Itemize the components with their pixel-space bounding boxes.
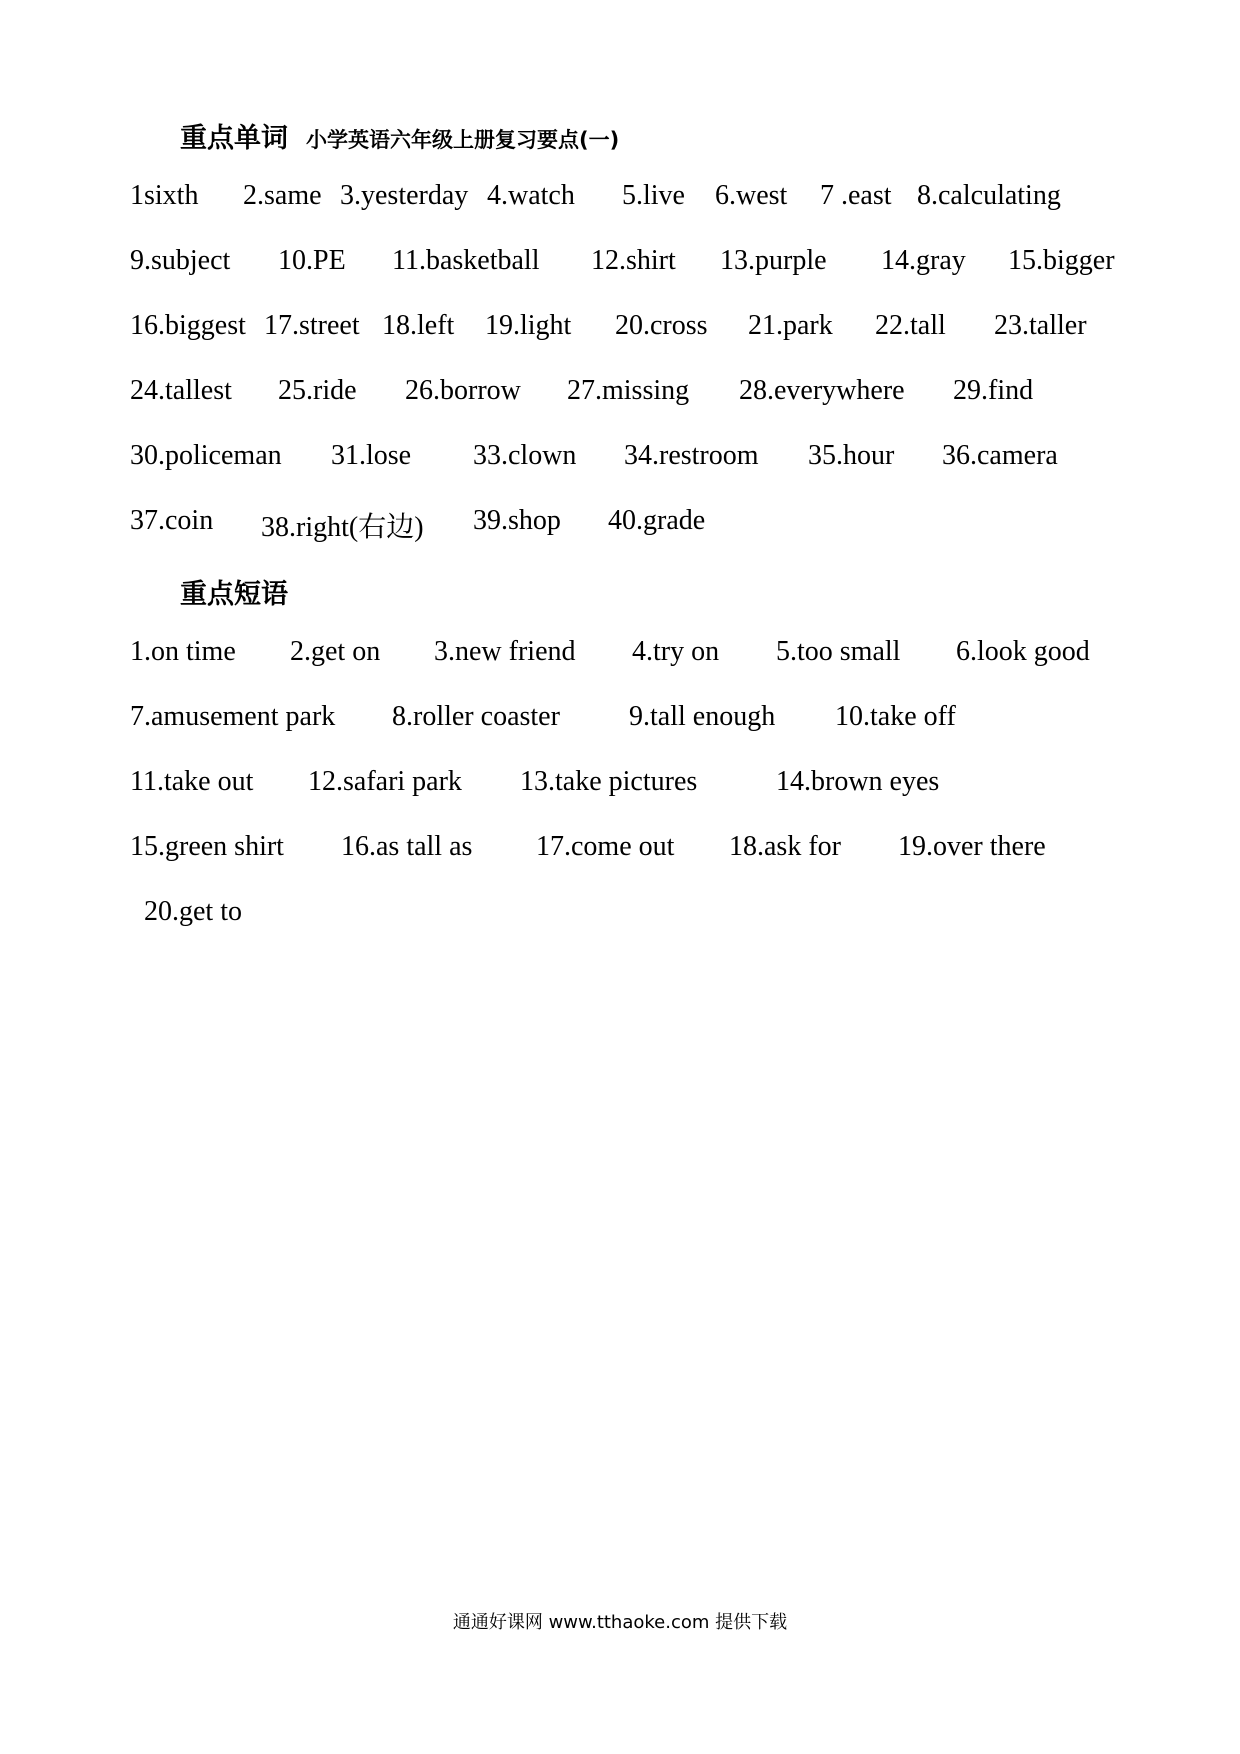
phrase-item: 11.take out (130, 766, 254, 797)
word-item: 38.right(右边) (261, 512, 424, 543)
word-item: 1sixth (130, 180, 199, 211)
word-item: 11.basketball (392, 245, 540, 276)
word-item: 20.cross (615, 310, 708, 341)
word-item: 27.missing (567, 375, 690, 406)
word-item: 6.west (715, 180, 788, 211)
words-heading-text: 重点单词 (180, 123, 288, 154)
words-heading (180, 116, 619, 155)
word-item: 36.camera (942, 440, 1058, 471)
phrase-item: 2.get on (290, 636, 381, 667)
phrase-item: 10.take off (835, 701, 956, 732)
phrase-item: 9.tall enough (629, 701, 776, 732)
word-item: 9.subject (130, 245, 231, 276)
word-item: 37.coin (130, 505, 214, 536)
phrase-item: 1.on time (130, 636, 236, 667)
word-item: 40.grade (608, 505, 706, 536)
word-item: 18.left (382, 310, 455, 341)
word-item: 23.taller (994, 310, 1087, 341)
phrase-item: 5.too small (776, 636, 901, 667)
phrases-heading (180, 572, 288, 611)
word-item: 25.ride (278, 375, 357, 406)
phrase-item: 13.take pictures (520, 766, 698, 797)
word-item: 19.light (485, 310, 572, 341)
word-item: 7 .east (820, 180, 892, 211)
phrase-item: 8.roller coaster (392, 701, 560, 732)
word-item: 29.find (953, 375, 1034, 406)
phrases-heading-text: 重点短语 (180, 579, 288, 610)
word-item: 31.lose (331, 440, 412, 471)
page-footer: 通通好课网 www.tthaoke.com 提供下载 (452, 1612, 788, 1633)
phrase-item: 4.try on (632, 636, 720, 667)
phrase-item: 15.green shirt (130, 831, 284, 862)
word-item: 17.street (264, 310, 360, 341)
word-item: 21.park (748, 310, 833, 341)
word-item: 2.same (243, 180, 322, 211)
word-item: 16.biggest (130, 310, 246, 341)
phrase-item: 18.ask for (729, 831, 841, 862)
word-item: 33.clown (473, 440, 577, 471)
word-item: 24.tallest (130, 375, 232, 406)
phrase-item: 20.get to (144, 896, 242, 927)
word-item: 26.borrow (405, 375, 521, 406)
phrase-item: 17.come out (536, 831, 675, 862)
word-item: 13.purple (720, 245, 827, 276)
word-item: 35.hour (808, 440, 895, 471)
word-item: 34.restroom (624, 440, 759, 471)
phrase-item: 3.new friend (434, 636, 576, 667)
document-subtitle: 小学英语六年级上册复习要点(一) (306, 128, 620, 152)
phrase-item: 19.over there (898, 831, 1046, 862)
phrase-item: 6.look good (956, 636, 1090, 667)
word-item: 28.everywhere (739, 375, 905, 406)
word-item: 22.tall (875, 310, 946, 341)
phrase-item: 16.as tall as (341, 831, 473, 862)
word-item: 4.watch (487, 180, 575, 211)
word-item: 8.calculating (917, 180, 1061, 211)
phrase-item: 12.safari park (308, 766, 462, 797)
word-item: 10.PE (278, 245, 346, 276)
word-item: 39.shop (473, 505, 561, 536)
phrase-item: 7.amusement park (130, 701, 336, 732)
word-item: 5.live (622, 180, 685, 211)
word-item: 14.gray (881, 245, 966, 276)
word-item: 12.shirt (591, 245, 676, 276)
word-item: 30.policeman (130, 440, 282, 471)
word-item: 15.bigger (1008, 245, 1115, 276)
phrase-item: 14.brown eyes (776, 766, 940, 797)
word-item: 3.yesterday (340, 180, 469, 211)
